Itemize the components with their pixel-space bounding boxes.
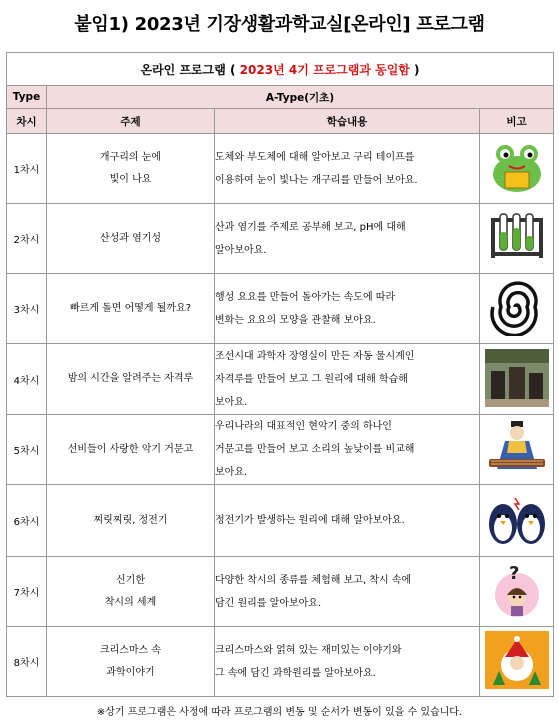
content-line: 담긴 원리를 알아보아요. [215, 597, 322, 609]
geomungo-player-icon [485, 419, 549, 477]
content-line: 보아요. [215, 396, 248, 408]
table-row [7, 415, 554, 485]
topic-cell [47, 344, 215, 415]
content-line: 다양한 착시의 종류를 체험해 보고, 착시 속에 [215, 574, 412, 586]
content-cell [215, 415, 480, 485]
col-note: 비고 [480, 109, 554, 134]
content-line: 변화는 요요의 모양을 관찰해 보아요. [215, 314, 376, 326]
note-cell [480, 557, 554, 627]
topic-line: 빛이 나요 [109, 173, 152, 185]
topic-cell [47, 485, 215, 557]
content-line: 산과 염기를 주제로 공부해 보고, pH에 대해 [215, 221, 406, 233]
topic-line: 과학이야기 [106, 666, 155, 678]
table-row [7, 557, 554, 627]
content-cell [215, 557, 480, 627]
content-line: 행성 요요를 만들어 돌아가는 속도에 따라 [215, 291, 396, 303]
question-girl-icon [485, 561, 549, 619]
topic-line: 선비들이 사랑한 악기 거문고 [67, 443, 194, 455]
topic-cell [47, 415, 215, 485]
table-row [7, 134, 554, 204]
topic-line: 신기한 [116, 574, 145, 586]
content-cell [215, 134, 480, 204]
session-cell: 7차시 [7, 557, 47, 627]
program-table [6, 52, 554, 697]
topic-line: 빠르게 돌면 어떻게 될까요? [69, 302, 192, 314]
content-line: 조선시대 과학자 장영실이 만든 자동 물시계인 [215, 350, 415, 362]
program-banner [7, 53, 554, 86]
content-line: 도체와 부도체에 대해 알아보고 구리 테이프를 [215, 151, 415, 163]
content-line: 우리나라의 대표적인 현악기 중의 하나인 [215, 421, 392, 432]
session-cell: 5차시 [7, 415, 47, 485]
topic-cell [47, 204, 215, 274]
topic-cell [47, 134, 215, 204]
note-cell [480, 485, 554, 557]
content-line: 이용하여 눈이 빛나는 개구리를 만들어 보아요. [215, 174, 418, 186]
penguins-icon [485, 490, 549, 548]
topic-line: 밤의 시간을 알려주는 자격루 [67, 373, 194, 384]
svg-text:?: ? [508, 563, 519, 584]
topic-cell [47, 557, 215, 627]
content-cell [215, 274, 480, 344]
water-clock-icon [485, 349, 549, 407]
christmas-icon [485, 631, 549, 689]
table-row [7, 627, 554, 697]
session-cell: 6차시 [7, 485, 47, 557]
content-cell [215, 344, 480, 415]
session-cell: 4차시 [7, 344, 47, 415]
banner-highlight: 2023년 4기 프로그램과 동일함 [239, 62, 410, 77]
content-line: 그 속에 담긴 과학원리를 알아보아요. [215, 667, 376, 679]
table-row [7, 485, 554, 557]
session-cell: 8차시 [7, 627, 47, 697]
content-line: 거문고를 만들어 보고 소리의 높낮이를 비교해 [215, 444, 415, 455]
session-cell: 1차시 [7, 134, 47, 204]
banner-suffix: ) [409, 62, 420, 77]
col-content: 학습내용 [215, 109, 480, 134]
content-line: 정전기가 발생하는 원리에 대해 알아보아요. [215, 515, 405, 526]
page-title: 붙임1) 2023년 기장생활과학교실[온라인] 프로그램 [74, 14, 485, 35]
col-topic: 주제 [47, 109, 215, 134]
banner-prefix: 온라인 프로그램 ( [140, 62, 240, 77]
note-cell [480, 344, 554, 415]
topic-line: 찌릿찌릿, 정전기 [93, 514, 168, 526]
session-cell: 2차시 [7, 204, 47, 274]
table-row [7, 274, 554, 344]
note-cell [480, 415, 554, 485]
session-cell: 3차시 [7, 274, 47, 344]
topic-line: 착시의 세계 [104, 596, 157, 608]
table-row [7, 344, 554, 415]
table-row [7, 204, 554, 274]
content-line: 자격루를 만들어 보고 그 원리에 대해 학습해 [215, 373, 408, 385]
test-tubes-icon [485, 208, 549, 266]
note-cell [480, 134, 554, 204]
topic-cell [47, 274, 215, 344]
content-cell [215, 485, 480, 557]
content-line: 보아요. [215, 467, 248, 478]
note-cell [480, 627, 554, 697]
note-cell [480, 204, 554, 274]
note-cell [480, 274, 554, 344]
topic-line: 크리스마스 속 [99, 644, 162, 656]
content-line: 크리스마스와 얽혀 있는 재미있는 이야기와 [215, 644, 402, 656]
topic-line: 개구리의 눈에 [99, 151, 162, 163]
type-value: A-Type(기초) [47, 86, 554, 109]
content-cell [215, 627, 480, 697]
col-session: 차시 [7, 109, 47, 134]
content-cell [215, 204, 480, 274]
type-label: Type [7, 86, 47, 109]
frog-icon [485, 138, 549, 196]
topic-line: 산성과 염기성 [99, 232, 162, 244]
content-line: 알아보아요. [215, 244, 267, 256]
footnote: ※상기 프로그램은 사정에 따라 프로그램의 변동 및 순서가 변동이 있을 수 있습니다. [96, 707, 463, 718]
topic-cell [47, 627, 215, 697]
spiral-icon [485, 278, 549, 336]
